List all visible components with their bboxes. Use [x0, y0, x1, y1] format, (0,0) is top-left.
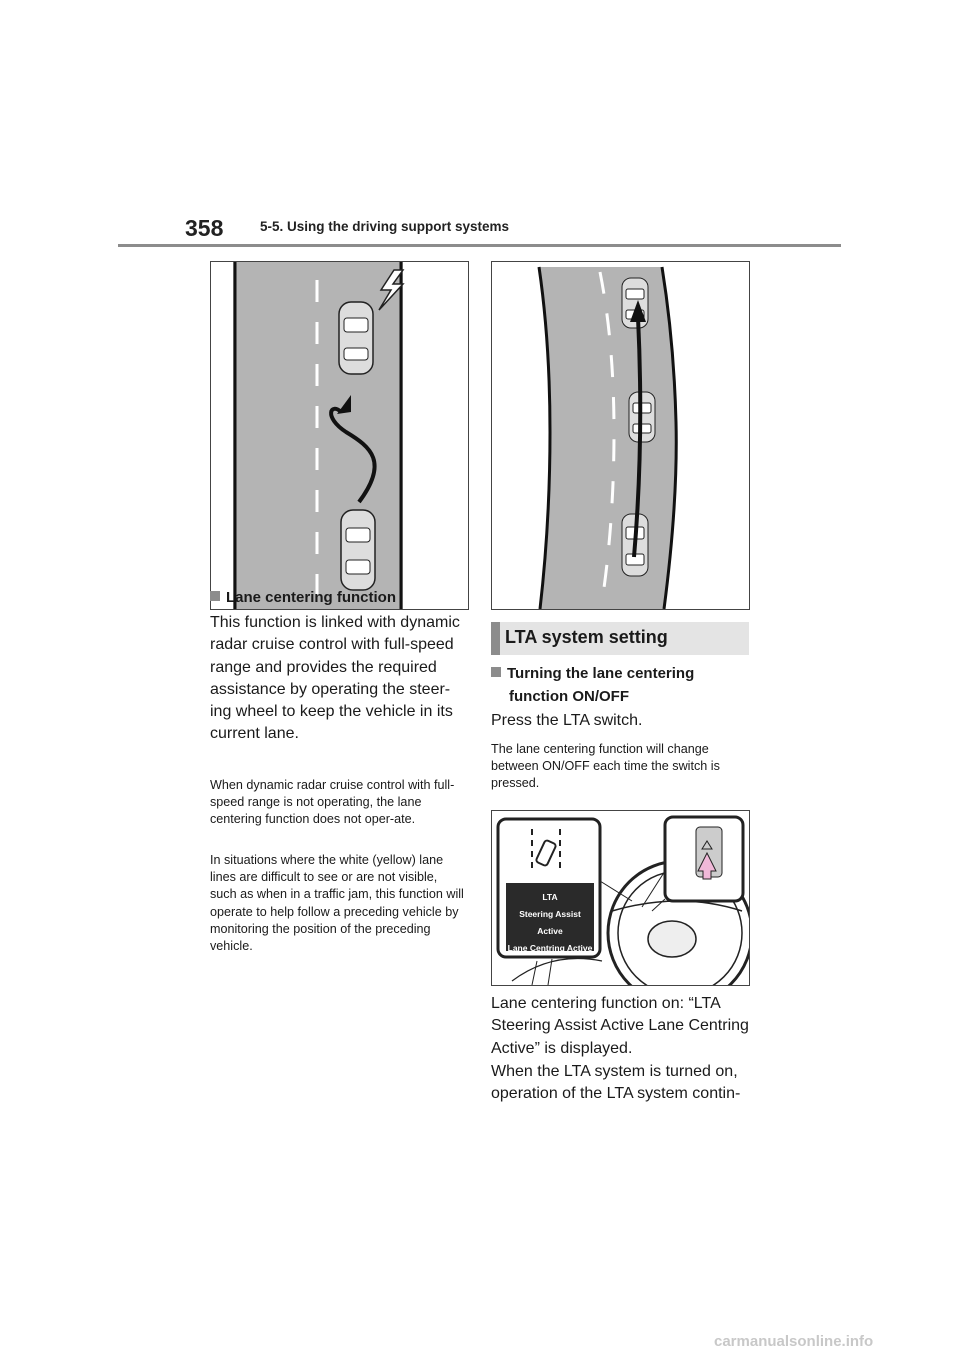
lane-departure-illustration	[210, 261, 469, 610]
body-lane-centering: This function is linked with dynamic radar cruise control with full-speed range and provides the required assistance by operating the steer-ing wheel to keep the vehicle in its current lane.	[210, 614, 460, 743]
watermark: carmanualsonline.info	[714, 1333, 874, 1350]
note-traffic-jam: In situations where the white (yellow) lane lines are difficult to see or are not visible, such as when in a traffic jam, this function will operate to help follow a preceding vehicle by monitoring the position of the preceding vehicle.	[210, 853, 464, 954]
subhead-turning-on-off: Turning the lane centering function ON/OFF	[491, 662, 749, 708]
display-line-steering-assist: Steering Assist Active	[519, 909, 581, 936]
lta-switch-illustration	[491, 810, 750, 986]
page-number: 358	[185, 215, 224, 241]
note-on-off-toggle: The lane centering function will change between ON/OFF each time the switch is pressed.	[491, 742, 720, 791]
car-icon	[339, 302, 373, 374]
section-marker	[491, 667, 501, 677]
section-title: 5-5. Using the driving support systems	[260, 219, 510, 234]
body-function-on: Lane centering function on: “LTA Steering Assist Active Lane Centring Active” is displayed.	[491, 995, 749, 1057]
subhead-lane-centering: Lane centering function	[210, 586, 396, 609]
lta-setting-heading-text: LTA system setting	[505, 627, 668, 647]
display-line-lta: LTA	[542, 892, 558, 902]
note-radar-not-operating: When dynamic radar cruise control with full-speed range is not operating, the lane centering function does not oper-ate.	[210, 778, 455, 827]
body-system-turned-on: When the LTA system is turned on, operation of the LTA system contin-	[491, 1063, 741, 1103]
display-line-lane-centring: Lane Centring Active	[507, 943, 593, 953]
car-icon	[341, 510, 375, 590]
section-marker	[210, 591, 220, 601]
instruction-press-switch: Press the LTA switch.	[491, 712, 643, 729]
lta-setting-heading	[491, 622, 749, 655]
heading-accent-bar	[491, 622, 500, 655]
header-rule	[118, 244, 841, 247]
lane-centering-illustration	[491, 261, 750, 610]
lta-display-screen	[506, 889, 594, 957]
